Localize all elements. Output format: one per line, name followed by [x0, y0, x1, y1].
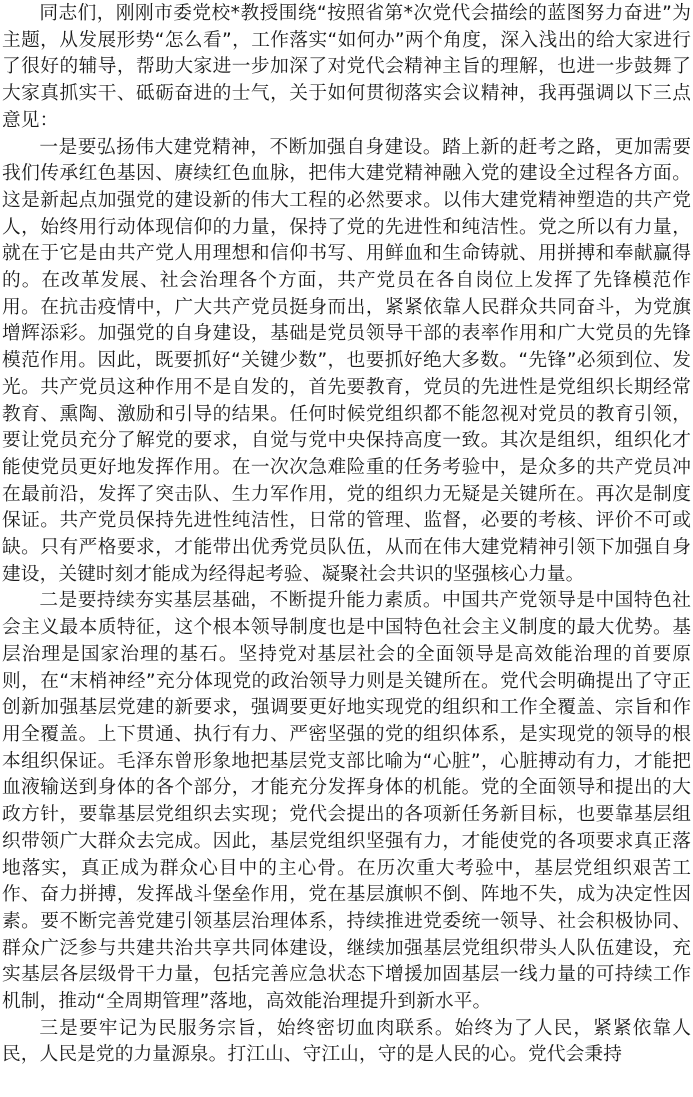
- paragraph-point-one: 一是要弘扬伟大建党精神，不断加强自身建设。踏上新的赶考之路，更加需要我们传承红色基因、赓续红色血脉，把伟大建党精神融入党的建设全过程各方面。这是新起点加强党的建设新的伟大工程的必然要求。以伟大建党精神塑造的共产党人，始终用行动体现信仰的力量，保持了党的先进性和纯洁性。党之所以有力量，就在于它是由共产党人用理想和信仰书写、用鲜血和生命铸就、用拼搏和奉献赢得的。在改革发展、社会治理各个方面，共产党员在各自岗位上发挥了先锋模范作用。在抗击疫情中，广大共产党员挺身而出，紧紧依靠人民群众共同奋斗，为党旗增辉添彩。加强党的自身建设，基础是党员领导干部的表率作用和广大党员的先锋模范作用。因此，既要抓好“关键少数”，也要抓好绝大多数。“先锋”必须到位、发光。共产党员这种作用不是自发的，首先要教育，党员的先进性是党组织长期经常教育、熏陶、激励和引导的结果。任何时候党组织都不能忽视对党员的教育引领，要让党员充分了解党的要求，自觉与党中央保持高度一致。其次是组织，组织化才能使党员更好地发挥作用。在一次次急难险重的任务考验中，是众多的共产党员冲在最前沿，发挥了突击队、生力军作用，党的组织力无疑是关键所在。再次是制度保证。共产党员保持先进性纯洁性，日常的管理、监督，必要的考核、评价不可或缺。只有严格要求，才能带出优秀党员队伍，从而在伟大建党精神引领下加强自身建设，关键时刻才能成为经得起考验、凝聚社会共识的坚强核心力量。: [2, 136, 691, 585]
- paragraph-point-three: 三是要牢记为民服务宗旨，始终密切血肉联系。始终为了人民，紧紧依靠人民，人民是党的力量源泉。打江山、守江山，守的是人民的心。党代会秉持: [2, 1017, 691, 1066]
- paragraph-intro: 同志们，刚刚市委党校*教授围绕“按照省第*次党代会描绘的蓝图努力奋进”为主题，从发展形势“怎么看”，工作落实“如何办”两个角度，深入浅出的给大家进行了很好的辅导，帮助大家进一步加深了对党代会精神主旨的理解，也进一步鼓舞了大家真抓实干、砥砺奋进的士气，关于如何贯彻落实会议精神，我再强调以下三点意见：: [2, 3, 691, 131]
- paragraph-point-two: 二是要持续夯实基层基础，不断提升能力素质。中国共产党领导是中国特色社会主义最本质特征，这个根本领导制度也是中国特色社会主义制度的最大优势。基层治理是国家治理的基石。坚持党对基层社会的全面领导是高效能治理的首要原则，在“末梢神经”充分体现党的政治领导力则是关键所在。党代会明确提出了守正创新加强基层党建的新要求，强调要更好地实现党的组织和工作全覆盖、宗旨和作用全覆盖。上下贯通、执行有力、严密坚强的党的组织体系，是实现党的领导的根本组织保证。毛泽东曾形象地把基层党支部比喻为“心脏”，心脏搏动有力，才能把血液输送到身体的各个部分，才能充分发挥身体的机能。党的全面领导和提出的大政方针，要靠基层党组织去实现；党代会提出的各项新任务新目标，也要靠基层组织带领广大群众去完成。因此，基层党组织坚强有力，才能使党的各项要求真正落地落实，真正成为群众心目中的主心骨。在历次重大考验中，基层党组织艰苦工作、奋力拼搏，发挥战斗堡垒作用，党在基层旗帜不倒、阵地不失，成为决定性因素。要不断完善党建引领基层治理体系，持续推进党委统一领导、社会积极协同、群众广泛参与共建共治共享共同体建设，继续加强基层党组织带头人队伍建设，充实基层各层级骨干力量，包括完善应急状态下增援加固基层一线力量的可持续工作机制，推动“全周期管理”落地，高效能治理提升到新水平。: [2, 590, 691, 1013]
